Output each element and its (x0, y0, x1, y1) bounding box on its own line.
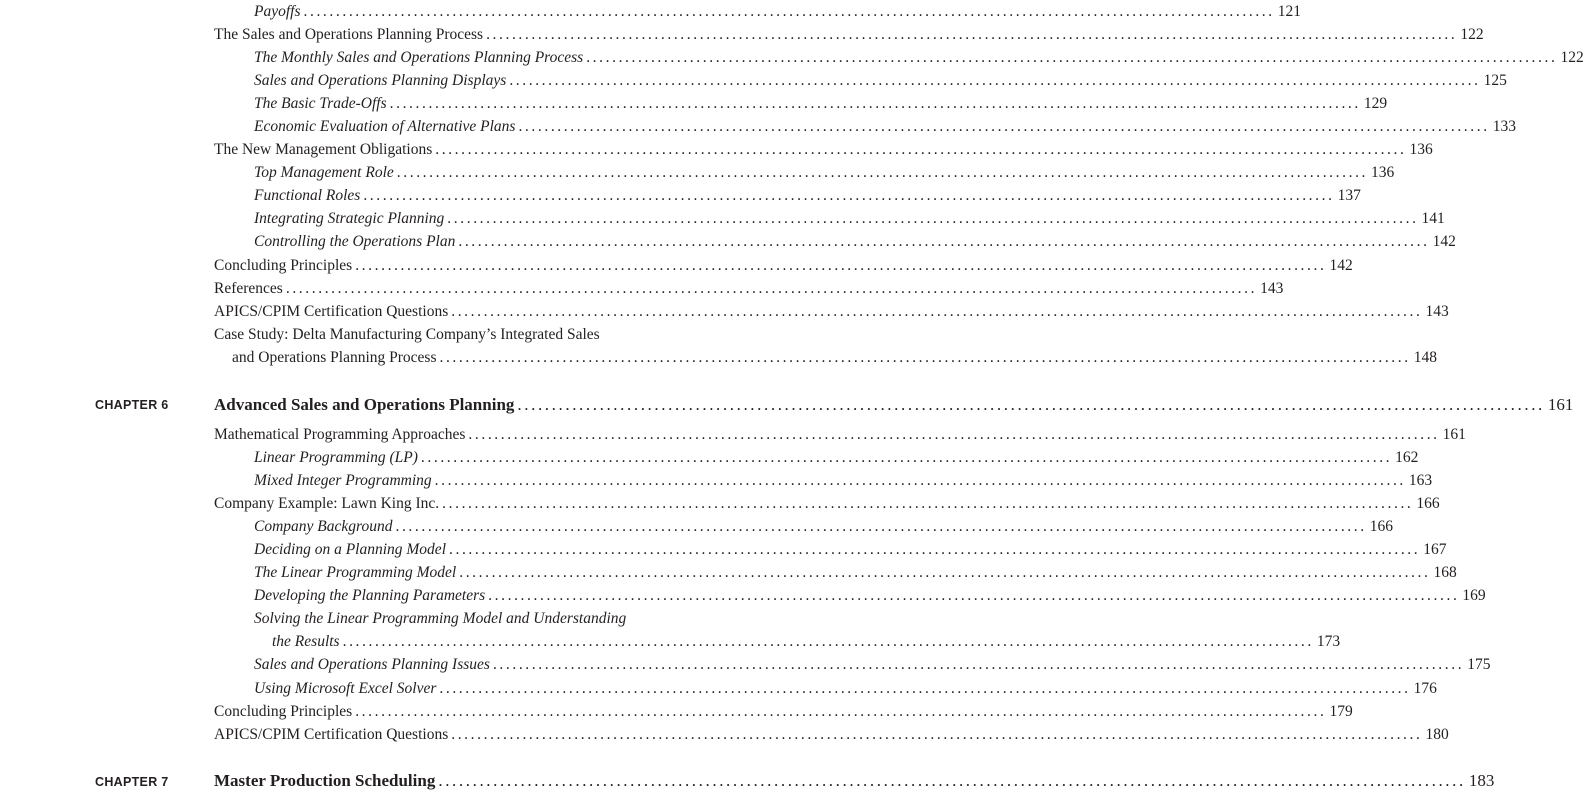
toc-entry-title: Using Microsoft Excel Solver (254, 680, 437, 697)
dot-leader: ...................................................................................................................................................... (517, 395, 1545, 414)
toc-entry-title: Solving the Linear Programming Model and Understanding (254, 610, 627, 627)
toc-entry-title: Case Study: Delta Manufacturing Company’s Integrated Sales (214, 326, 600, 343)
toc-entry (214, 324, 739, 346)
toc-entry-title: The Monthly Sales and Operations Planning Process (254, 49, 584, 66)
toc-entry-title: Payoffs (254, 3, 301, 20)
toc-entry-page: 166 (1416, 495, 1440, 512)
toc-entry (214, 701, 1353, 723)
dot-leader: ...................................................................................................................................................... (355, 257, 1327, 274)
toc-entry-title: APICS/CPIM Certification Questions (214, 726, 449, 743)
dot-leader: ...................................................................................................................................................... (447, 210, 1419, 227)
toc-entry (254, 608, 739, 630)
toc-entry-page: 162 (1395, 449, 1419, 466)
dot-leader: ...................................................................................................................................................... (509, 72, 1481, 89)
toc-entry-title: Functional Roles (254, 187, 361, 204)
toc-entry (214, 255, 1353, 277)
dot-leader: ...................................................................................................................................................... (420, 449, 1393, 466)
toc-entry (214, 24, 1484, 46)
toc-entry (214, 139, 1433, 161)
toc-entry-title: Integrating Strategic Planning (254, 210, 445, 227)
toc-entry (254, 654, 1491, 676)
toc-entry-page: 137 (1337, 187, 1361, 204)
dot-leader: ...................................................................................................................................................... (459, 564, 1431, 581)
toc-entry-title: Top Management Role (254, 164, 394, 181)
dot-leader: ...................................................................................................................................................... (439, 349, 1411, 366)
toc-entry (214, 493, 1440, 515)
chapter-heading (214, 769, 1495, 793)
toc-entry-title: and Operations Planning Process (232, 349, 437, 366)
toc-entry-page: 179 (1329, 703, 1353, 720)
dot-leader: ...................................................................................................................................................... (342, 633, 1314, 650)
dot-leader: ...................................................................................................................................................... (439, 680, 1411, 697)
toc-entry-title: Controlling the Operations Plan (254, 233, 456, 250)
toc-entry-title: Concluding Principles (214, 257, 353, 274)
dot-leader: ...................................................................................................................................................... (389, 95, 1361, 112)
toc-entry-title: Mathematical Programming Approaches (214, 426, 466, 443)
toc-entry (254, 47, 1584, 69)
dot-leader: ...................................................................................................................................................... (435, 141, 1407, 158)
toc-entry-continuation (272, 631, 1341, 653)
toc-entry-page: 169 (1462, 587, 1486, 604)
dot-leader: ...................................................................................................................................................... (451, 726, 1423, 743)
toc-entry (254, 1, 1301, 23)
toc-entry (254, 231, 1456, 253)
toc-entry-title: The Linear Programming Model (254, 564, 457, 581)
chapter-title: Advanced Sales and Operations Planning (214, 395, 515, 414)
toc-entry-title: the Results (272, 633, 340, 650)
toc-entry (254, 516, 1393, 538)
toc-entry (254, 93, 1388, 115)
toc-entry-page: 163 (1408, 472, 1433, 489)
chapter-label: CHAPTER 7 (95, 775, 169, 789)
dot-leader: ...................................................................................................................................................... (486, 26, 1458, 43)
toc-entry (254, 447, 1419, 469)
dot-leader: ...................................................................................................................................................... (438, 771, 1466, 790)
toc-entry-page: 148 (1413, 349, 1437, 366)
toc-entry-title: Developing the Planning Parameters (254, 587, 486, 604)
dot-leader: ...................................................................................................................................................... (363, 187, 1335, 204)
toc-entry (254, 539, 1447, 561)
dot-leader: ...................................................................................................................................................... (442, 495, 1414, 512)
dot-leader: ...................................................................................................................................................... (285, 280, 1258, 297)
toc-entry-page: 176 (1413, 680, 1437, 697)
toc-entry-title: Sales and Operations Planning Displays (254, 72, 507, 89)
toc-entry (214, 424, 1466, 446)
toc-entry-page: 129 (1363, 95, 1388, 112)
toc-entry-title: Sales and Operations Planning Issues (254, 656, 490, 673)
toc-entry (214, 278, 1284, 300)
toc-entry-page: 121 (1277, 3, 1301, 20)
chapter-label: CHAPTER 6 (95, 398, 169, 412)
toc-entry-page: 133 (1492, 118, 1516, 135)
toc-entry-page: 143 (1425, 303, 1449, 320)
toc-entry (214, 301, 1449, 323)
toc-entry-page: 136 (1371, 164, 1395, 181)
toc-entry-page: 142 (1329, 257, 1353, 274)
toc-entry-page: 122 (1560, 49, 1584, 66)
dot-leader: ...................................................................................................................................................... (488, 587, 1460, 604)
dot-leader: ...................................................................................................................................................... (434, 472, 1406, 489)
dot-leader: ...................................................................................................................................................... (518, 118, 1490, 135)
toc-entry (254, 208, 1445, 230)
chapter-page: 161 (1547, 395, 1574, 414)
toc-entry (254, 162, 1395, 184)
toc-entry-title: Company Example: Lawn King Inc. (214, 495, 440, 512)
dot-leader: ...................................................................................................................................................... (303, 3, 1275, 20)
toc-entry-page: 167 (1423, 541, 1447, 558)
toc-entry-title: Economic Evaluation of Alternative Plans (254, 118, 516, 135)
dot-leader: ...................................................................................................................................................... (449, 541, 1421, 558)
toc-entry (214, 724, 1449, 746)
toc-entry-page: 166 (1369, 518, 1393, 535)
toc-entry-page: 175 (1467, 656, 1491, 673)
toc-entry (254, 70, 1507, 92)
toc-entry-title: Company Background (254, 518, 393, 535)
toc-entry-title: The Sales and Operations Planning Process (214, 26, 484, 43)
toc-entry (254, 562, 1457, 584)
toc-entry-page: 136 (1409, 141, 1433, 158)
toc-entry-page: 173 (1316, 633, 1341, 650)
dot-leader: ...................................................................................................................................................... (458, 233, 1430, 250)
toc-entry-title: APICS/CPIM Certification Questions (214, 303, 449, 320)
toc-entry-page: 143 (1260, 280, 1284, 297)
toc-entry-page: 141 (1421, 210, 1445, 227)
toc-entry-title: Linear Programming (LP) (254, 449, 418, 466)
toc-entry-continuation (232, 347, 1437, 369)
toc-entry (254, 116, 1516, 138)
chapter-title: Master Production Scheduling (214, 771, 436, 790)
dot-leader: ...................................................................................................................................................... (492, 656, 1465, 673)
chapter-page: 183 (1468, 771, 1495, 790)
dot-leader: ...................................................................................................................................................... (396, 164, 1369, 181)
chapter-heading (214, 393, 1574, 417)
toc-entry-page: 180 (1425, 726, 1449, 743)
dot-leader: ...................................................................................................................................................... (355, 703, 1327, 720)
dot-leader: ...................................................................................................................................................... (468, 426, 1440, 443)
toc-entry-page: 168 (1433, 564, 1457, 581)
toc-entry (254, 470, 1433, 492)
toc-entry-page: 125 (1483, 72, 1507, 89)
toc-entry-title: The New Management Obligations (214, 141, 433, 158)
dot-leader: ...................................................................................................................................................... (451, 303, 1423, 320)
toc-entry-title: Concluding Principles (214, 703, 353, 720)
toc-entry-page: 142 (1432, 233, 1456, 250)
toc-entry-title: References (214, 280, 283, 297)
toc-entry-page: 122 (1460, 26, 1484, 43)
toc-entry (254, 585, 1486, 607)
toc-entry (254, 185, 1361, 207)
toc-entry-title: Mixed Integer Programming (254, 472, 432, 489)
toc-entry (254, 678, 1437, 700)
dot-leader: ...................................................................................................................................................... (395, 518, 1367, 535)
toc-entry-title: The Basic Trade-Offs (254, 95, 387, 112)
toc-entry-page: 161 (1442, 426, 1466, 443)
dot-leader: ...................................................................................................................................................... (586, 49, 1558, 66)
toc-entry-title: Deciding on a Planning Model (254, 541, 446, 558)
